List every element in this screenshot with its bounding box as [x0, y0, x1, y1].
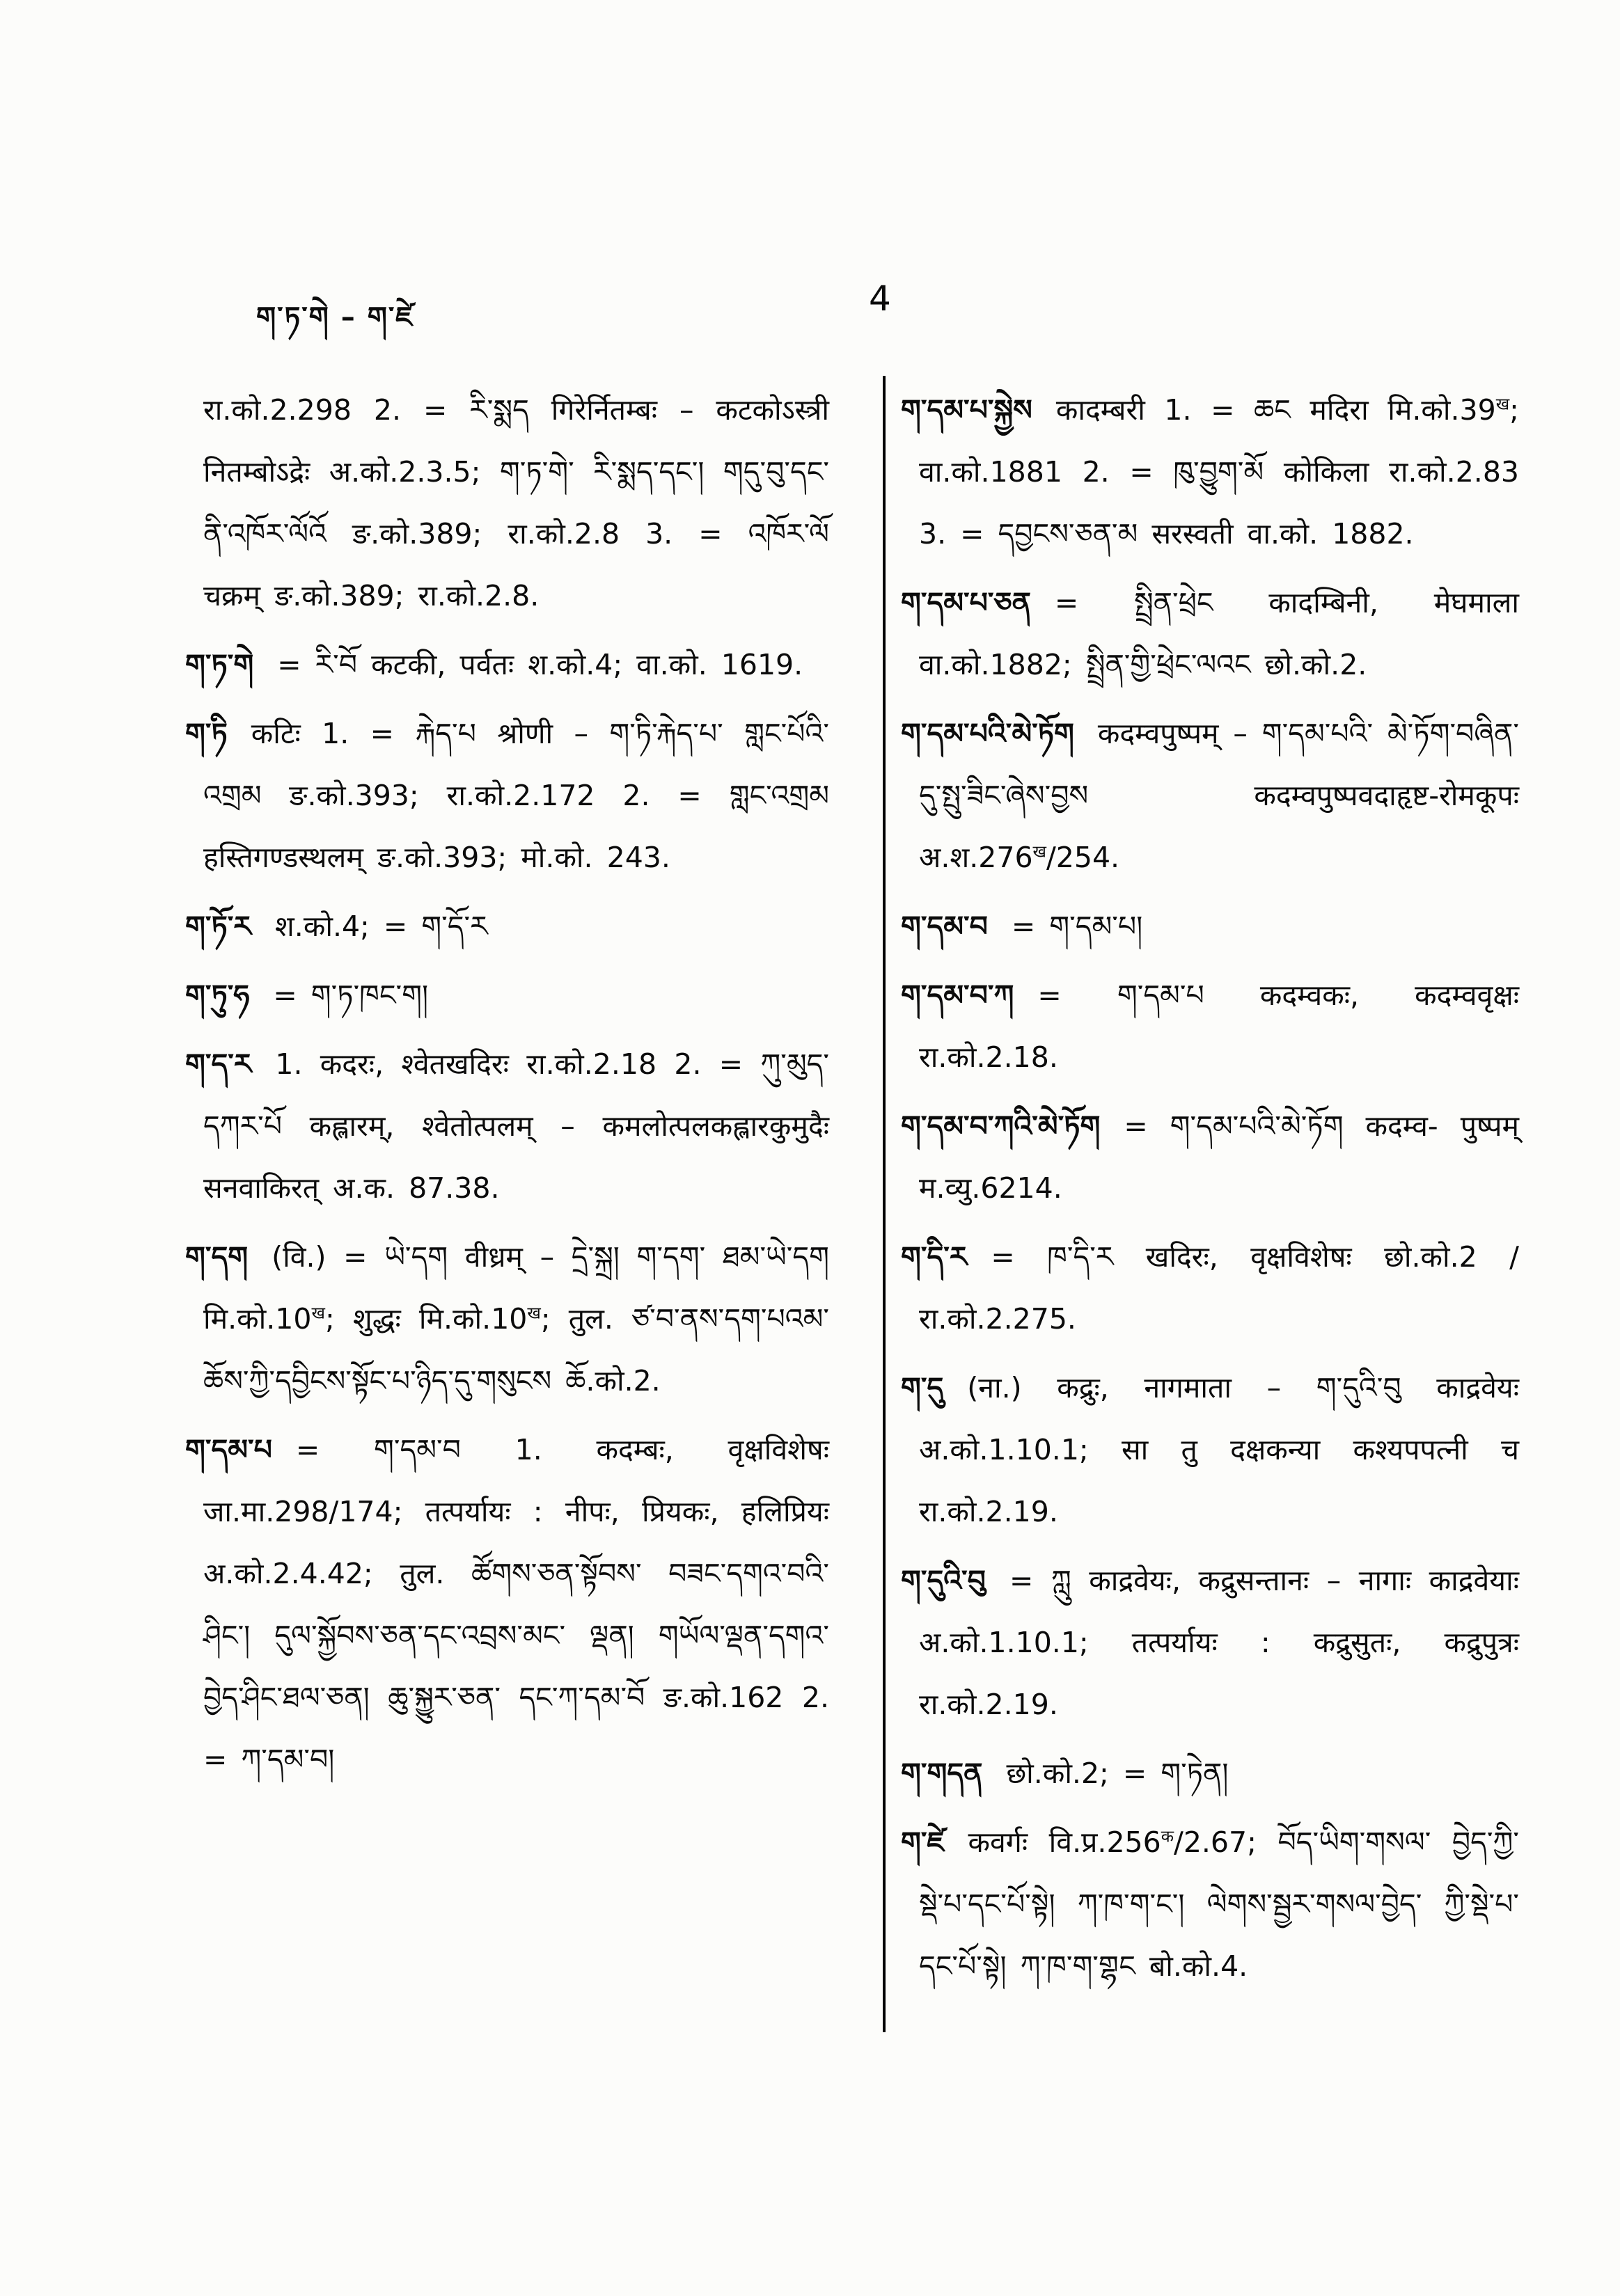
entry-headword: ག་དམ་པའི་མེ་ཏོག: [901, 717, 1074, 750]
entry-body-text: = ག་དམ་བ 1. कदम्बः, वृक्षविशेषः जा.मा.298/174; तत्पर्यायः : नीपः, प्रियकः, हलिप्रियः अ.को.2.4.42; तुल. ཚོགས་ཅན་སྟོབས་ བཟང་དགའ་བའི་ཤིང་། དུལ་སྐྱོབས་ཅན་དང་འབྲས་མང་ ལྡན། གཡོལ་ལྡན་དགའ་བྱེད་ཤིང་ཐལ་ཅན། ཆུ་སྐྱུར་ཅན་ དང་ཀ་དམ་བོ ङ.को.162 2. = ཀ་དམ་བ།: [203, 1433, 829, 1776]
dictionary-entry: [185, 1419, 829, 1791]
dictionary-entry: [901, 703, 1519, 889]
dictionary-entry: [901, 1812, 1519, 1997]
entry-headword: ག་དག: [185, 1240, 249, 1274]
dictionary-entry: [185, 965, 829, 1027]
dictionary-entry: [901, 1550, 1519, 1736]
entry-headword: ག་ཛེ: [901, 1826, 945, 1859]
entry-headword: ག་དམ་པ་སྐྱེས: [901, 393, 1032, 427]
reference-superscript: ख: [311, 1303, 325, 1323]
entry-body-text: कटिः 1. = རྐེད་པ श्रोणी – ག་ཏི་རྐེད་པ་ གླང་པོའི་འགྲམ ङ.को.393; रा.को.2.172 2. = གླང་འགྲམ हस्तिगण्डस्थलम् ङ.को.393; मो.को. 243.: [203, 717, 829, 874]
entry-headword: ག་དི་ར: [901, 1240, 968, 1274]
dictionary-entry: [901, 1743, 1519, 1805]
entry-body-text: = སྤྲིན་ཕྲེང कादम्बिनी, मेघमाला वा.को.1882; སྤྲིན་གྱི་ཕྲེང་ལའང छो.को.2.: [919, 586, 1519, 681]
entry-headword: ག་ཏ་གེ: [185, 648, 254, 681]
dictionary-entry: [185, 379, 829, 627]
reference-superscript: क: [1161, 1826, 1174, 1846]
entry-headword: ག་དུའི་བུ: [901, 1564, 986, 1597]
entry-headword: ག་དམ་བ་ཀའི་མེ་ཏོག: [901, 1109, 1101, 1143]
dictionary-entry: [901, 896, 1519, 958]
page-number: 4: [869, 278, 891, 319]
entry-body-text: कवर्गः $वि.प्र.256^क/2.67$; བོད་ཡིག་གསལ་ བྱེད་ཀྱི་སྡེ་པ་དང་པོ་སྟེ། ཀ་ཁ་ག་ང་། ལེགས་སྦྱར་གསལ་བྱེད་ ཀྱི་སྡེ་པ་དང་པོ་སྟེ། ཀ་ཁ་ག་གྷང बो.को.4.: [919, 1826, 1519, 1983]
reference-superscript: ख: [1495, 394, 1510, 414]
running-header-entry-range: ག་ཏ་གེ – ག་ཛེ: [256, 301, 414, 333]
entry-body-text: = ག་དམ་པའི་མེ་ཏོག कदम्व- पुष्पम् म.व्यु.6214.: [919, 1109, 1519, 1205]
entry-body-text: कादम्बरी 1. = ཆང मदिरा $मि.को.39^ख$; वा.को.1881 2. = ཁུ་བྱུག་མོ कोकिला रा.को.2.83 3. = དབྱངས་ཅན་མ सरस्वती वा.को. 1882.: [919, 393, 1519, 551]
entry-headword: ག་དམ་པ: [185, 1433, 272, 1466]
entry-headword: ག་དམ་བ་ཀ: [901, 979, 1014, 1012]
entry-headword: ག་དམ་བ: [901, 910, 988, 943]
dictionary-entry: [901, 1095, 1519, 1219]
entry-body-text: = ག་ཏ་ཁང་ག།: [273, 979, 429, 1012]
dictionary-entry: [185, 1034, 829, 1219]
dictionary-entry: [901, 1357, 1519, 1543]
entry-headword: ག་གདན: [901, 1757, 983, 1790]
dictionary-entry: [185, 634, 829, 696]
entry-body-text: = ཁ་དི་ར खदिरः, वृक्षविशेषः छो.को.2 / रा.को.2.275.: [919, 1240, 1519, 1336]
reference-superscript: ख: [1032, 841, 1046, 862]
entry-body-text: (वि.) = ཡེ་དག वीध्रम् – དྲེ་སྐྲ། ག་དག་ ཐམ་ཡེ་དག $मि.को.10^ख$; शुद्धः $मि.को.10^ख$; तुल. ཙ་བ་ནས་དག་པའམ་ཆོས་ཀྱི་དབྱིངས་སྟོང་པ་ཉིད་དུ་གསུངས ཆོ.को.2.: [203, 1240, 829, 1398]
entry-body-text: कदम्वपुष्पम् – ག་དམ་པའི་ མེ་ཏོག་བཞིན་དུ་སྤུ་ཟིང་ཞེས་བྱས कदम्वपुष्पवदाहृष्ट-रोमकूपः $अ.श.276^ख/254$.: [919, 717, 1519, 874]
entry-body-text: छो.को.2; = ག་ཏེན།: [1006, 1757, 1229, 1790]
dictionary-entry: [185, 896, 829, 958]
entry-body-text: श.को.4; = ག་དོ་ར: [274, 910, 488, 943]
dictionary-entry: [185, 703, 829, 889]
entry-headword: ག་དམ་པ་ཅན: [901, 586, 1031, 619]
entry-headword: ག་ཏོ་ར: [185, 910, 251, 943]
dictionary-entry: [901, 1226, 1519, 1350]
column-divider-rule: [883, 376, 886, 2032]
entry-body-text: 1. कदरः, श्वेतखदिरः रा.को.2.18 2. = ཀུ་མུད་དཀར་པོ कह्लारम्, श्वेतोत्पलम् – कमलोत्पलकह्लारकुमुदैः सनवाकिरत् अ.क. 87.38.: [203, 1047, 829, 1205]
entry-body-text: = ག་དམ་པ कदम्वकः, कदम्ववृक्षः रा.को.2.18.: [919, 979, 1519, 1074]
entry-body-text: = ག་དམ་པ།: [1011, 910, 1143, 943]
entry-body-text: = རི་བོ कटकी, पर्वतः श.को.4; वा.को. 1619.: [277, 648, 803, 681]
dictionary-entry: [901, 379, 1519, 565]
entry-body-text: (ना.) कद्रुः, नागमाता – ག་དུའི་བུ काद्रवेयः अ.को.1.10.1; सा तु दक्षकन्या कश्यपपत्नी च रा.को.2.19.: [919, 1371, 1519, 1528]
entry-headword: ག་དུ: [901, 1371, 944, 1404]
dictionary-entry: [901, 965, 1519, 1088]
entry-headword: ག་ད་ར: [185, 1047, 252, 1081]
dictionary-entry: [185, 1226, 829, 1412]
entry-body-text: = ཀླུ काद्रवेयः, कद्रुसन्तानः – नागाः काद्रवेयाः अ.को.1.10.1; तत्पर्यायः : कद्रुसुतः, कद्रुपुत्रः रा.को.2.19.: [919, 1564, 1519, 1721]
left-column: [185, 379, 829, 1791]
reference-superscript: ख: [527, 1303, 541, 1323]
entry-body-text: रा.को.2.298 2. = རི་སྨད गिरेर्नितम्बः – कटकोऽस्त्री नितम्बोऽद्रेः अ.को.2.3.5; ག་ཏ་གེ་ རི་སྨད་དང་། གདུ་བུ་དང་ནི་འཁོར་ལོའོ ङ.को.389; रा.को.2.8 3. = འཁོར་ལོ चक्रम् ङ.को.389; रा.को.2.8.: [203, 393, 829, 612]
entry-headword: ག་ཏི: [185, 717, 228, 750]
dictionary-entry: [901, 572, 1519, 696]
entry-headword: ག་ཏུ་ཧ: [185, 979, 250, 1012]
right-column: [901, 379, 1519, 1997]
